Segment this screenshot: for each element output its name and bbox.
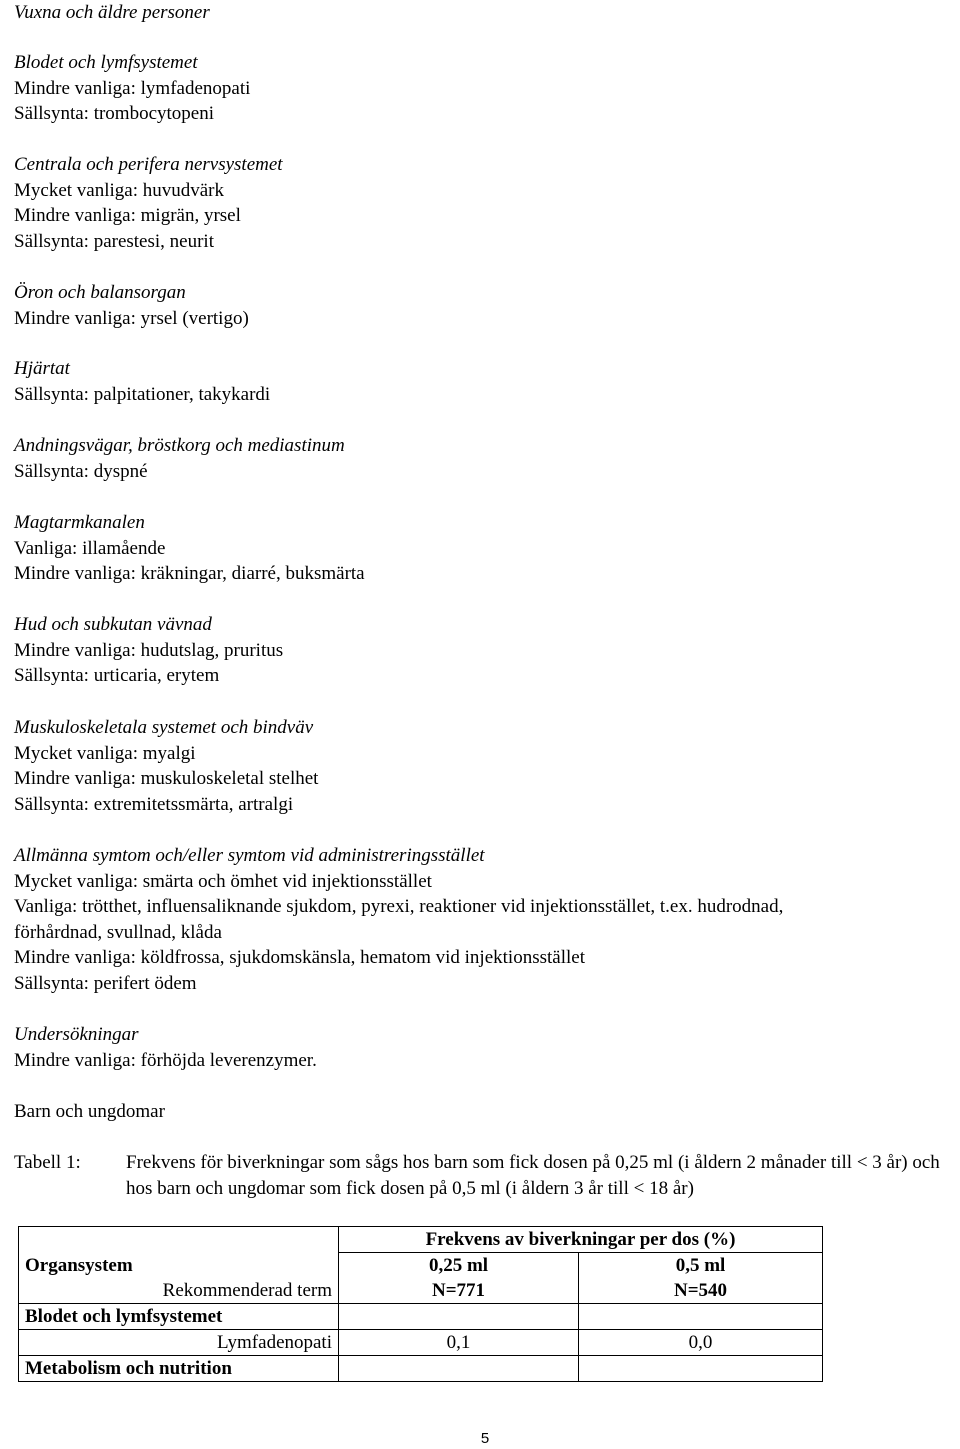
frequency-line: Mindre vanliga: kräkningar, diarré, buksmärta	[14, 563, 365, 585]
frequency-line: Sällsynta: parestesi, neurit	[14, 230, 214, 252]
frequency-line: Sällsynta: urticaria, erytem	[14, 665, 220, 687]
section-investigations	[14, 1022, 944, 1073]
section-ear	[14, 280, 944, 331]
section-blood	[14, 50, 944, 127]
table-organ-cell: Metabolism och nutrition	[19, 1356, 339, 1382]
section-heading: Vuxna och äldre personer	[14, 2, 210, 23]
table-header-dose-1: 0,25 ml	[339, 1253, 579, 1279]
table-cell	[579, 1356, 823, 1382]
frequency-line: Mindre vanliga: migrän, yrsel	[14, 205, 241, 227]
section-nervous-system	[14, 152, 944, 254]
table-row	[19, 1304, 823, 1330]
section-heart	[14, 356, 944, 407]
table-header-n-2: N=540	[579, 1278, 823, 1304]
frequency-line: Sällsynta: extremitetssmärta, artralgi	[14, 793, 294, 815]
table-term-cell: Lymfadenopati	[19, 1330, 339, 1356]
table-header-row-1	[19, 1227, 823, 1253]
section-title: Andningsvägar, bröstkorg och mediastinum	[14, 435, 345, 456]
section-title: Allmänna symtom och/eller symtom vid administreringsstället	[14, 845, 485, 866]
frequency-line: Mycket vanliga: huvudvärk	[14, 179, 225, 201]
section-title: Öron och balansorgan	[14, 282, 186, 303]
table-group-header: Frekvens av biverkningar per dos (%)	[339, 1227, 823, 1253]
children-heading: Barn och ungdomar	[14, 1101, 165, 1122]
frequency-line: Mindre vanliga: förhöjda leverenzymer.	[14, 1049, 317, 1071]
frequency-line: Vanliga: illamående	[14, 537, 166, 559]
table-cell	[339, 1304, 579, 1330]
table-row	[19, 1356, 823, 1382]
adults-heading-block	[14, 0, 944, 26]
table-header-term: Rekommenderad term	[19, 1278, 339, 1304]
section-title: Centrala och perifera nervsystemet	[14, 154, 283, 175]
frequency-line: Mycket vanliga: smärta och ömhet vid injektionsstället	[14, 870, 432, 892]
section-musculoskeletal	[14, 715, 944, 817]
section-gastro	[14, 510, 944, 587]
section-skin	[14, 612, 944, 689]
table-header-row-2	[19, 1253, 823, 1279]
frequency-line: Mycket vanliga: myalgi	[14, 742, 196, 764]
table-header-n-1: N=771	[339, 1278, 579, 1304]
frequency-line: Vanliga: trötthet, influensaliknande sjukdom, pyrexi, reaktioner vid injektionsstället, t.ex. hudrodnad,	[14, 896, 784, 918]
table-header-dose-2: 0,5 ml	[579, 1253, 823, 1279]
frequency-line: förhårdnad, svullnad, klåda	[14, 921, 222, 943]
section-title: Muskuloskeletala systemet och bindväv	[14, 717, 314, 738]
frequency-line: Mindre vanliga: hudutslag, pruritus	[14, 639, 284, 661]
page-number: 5	[480, 1430, 490, 1447]
table-header-blank	[19, 1227, 339, 1253]
section-title: Hjärtat	[14, 358, 70, 379]
frequency-line: Mindre vanliga: yrsel (vertigo)	[14, 307, 249, 329]
section-title: Blodet och lymfsystemet	[14, 52, 198, 73]
table-row	[19, 1330, 823, 1356]
frequency-line: Mindre vanliga: köldfrossa, sjukdomskänsla, hematom vid injektionsstället	[14, 947, 585, 969]
table-value-cell: 0,1	[339, 1330, 579, 1356]
table-caption-text: Frekvens för biverkningar som sågs hos barn som fick dosen på 0,25 ml (i åldern 2 månader till < 3 år) och hos barn och ungdomar som fick dosen på 0,5 ml (i åldern 3 år till < 18 år)	[126, 1152, 940, 1199]
table-organ-cell: Blodet och lymfsystemet	[19, 1304, 339, 1330]
table-caption-label: Tabell 1:	[14, 1152, 81, 1173]
section-title: Magtarmkanalen	[14, 512, 145, 533]
section-respiratory	[14, 433, 944, 484]
frequency-line: Mindre vanliga: muskuloskeletal stelhet	[14, 768, 319, 790]
section-general	[14, 843, 944, 997]
children-heading-block	[14, 1099, 944, 1125]
table-cell	[579, 1304, 823, 1330]
frequency-line: Mindre vanliga: lymfadenopati	[14, 77, 251, 99]
table-value-cell: 0,0	[579, 1330, 823, 1356]
frequency-line: Sällsynta: perifert ödem	[14, 972, 197, 994]
frequency-line: Sällsynta: dyspné	[14, 460, 148, 482]
frequency-line: Sällsynta: palpitationer, takykardi	[14, 383, 271, 405]
table-cell	[339, 1356, 579, 1382]
section-title: Hud och subkutan vävnad	[14, 614, 212, 635]
frequency-line: Sällsynta: trombocytopeni	[14, 103, 215, 125]
table-header-organ: Organsystem	[19, 1253, 339, 1279]
frequency-table	[18, 1226, 823, 1382]
section-title: Undersökningar	[14, 1024, 139, 1045]
table-header-row-3	[19, 1278, 823, 1304]
